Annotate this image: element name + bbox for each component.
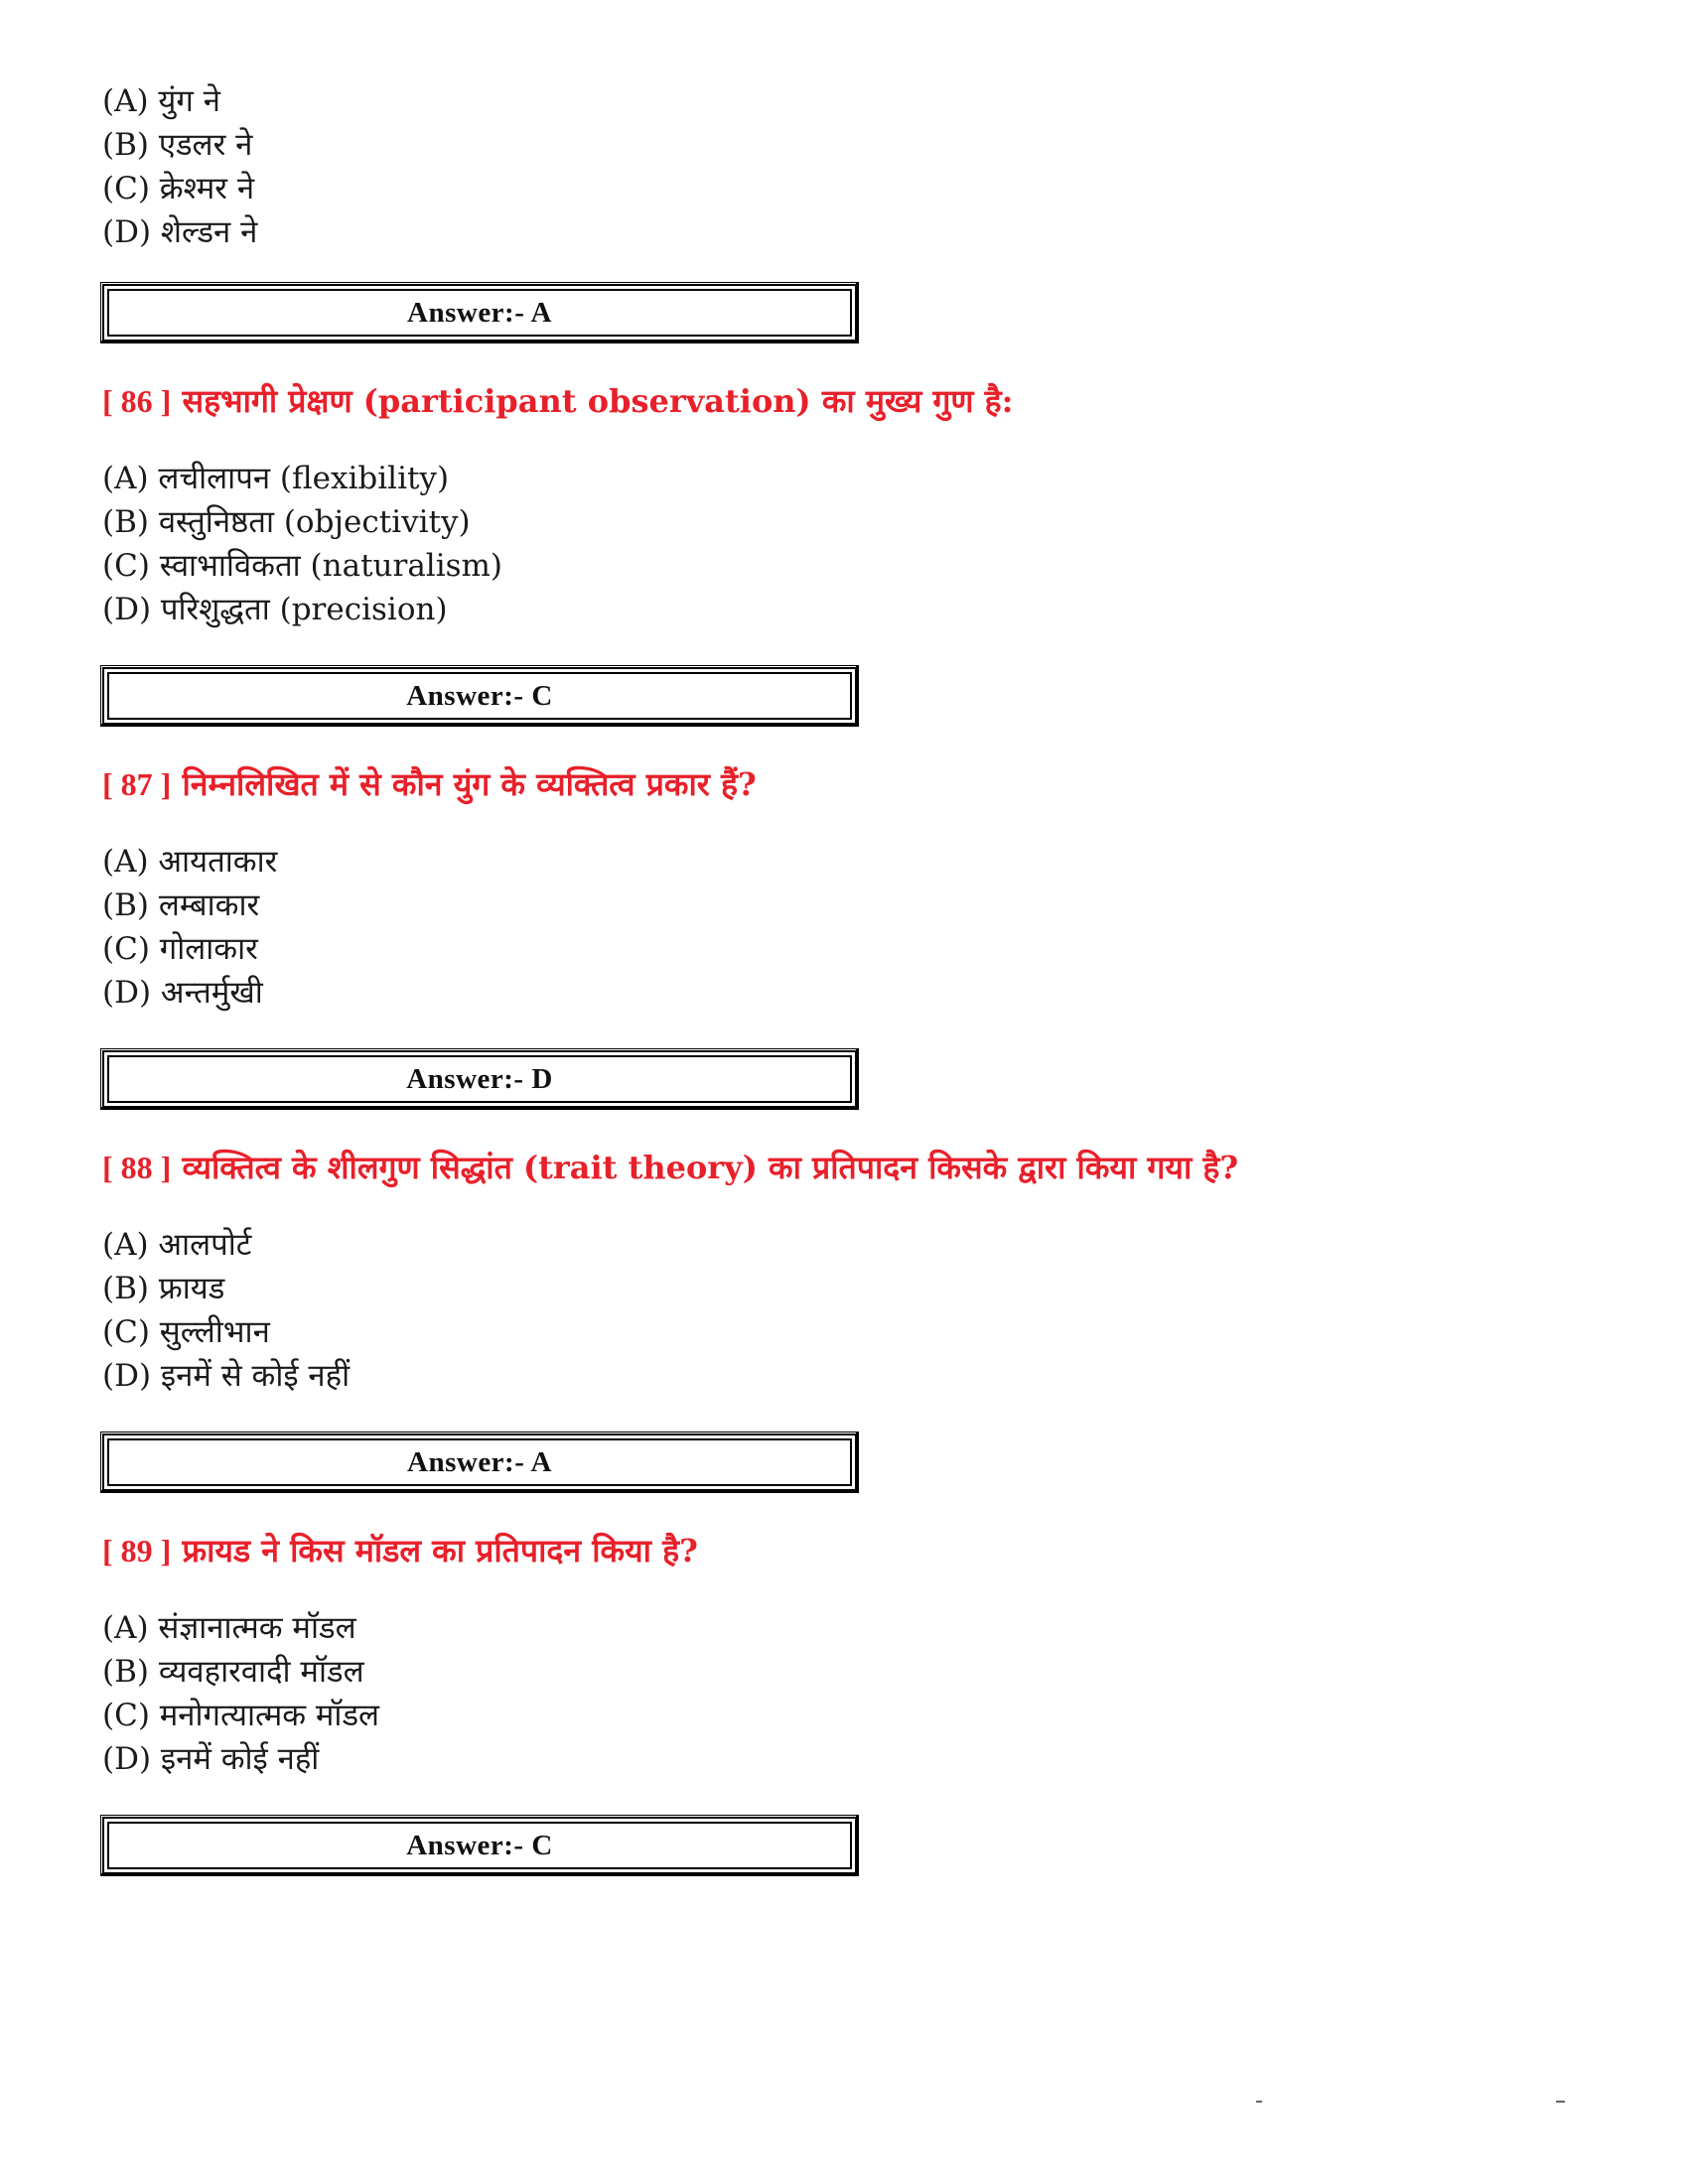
- option-d: (D) अन्तर्मुखी: [102, 975, 263, 1011]
- answer-box: [102, 667, 857, 725]
- answer-label: Answer:- A: [407, 296, 552, 329]
- answer-label: Answer:- C: [406, 1829, 553, 1861]
- quiz-page: [102, 79, 1592, 1874]
- question-heading: [102, 1529, 1592, 1572]
- question-heading: [102, 379, 1592, 423]
- option-a: (A) आलपोर्ट: [102, 1227, 252, 1263]
- option-list: [102, 1223, 1592, 1398]
- option-b: (B) एडलर ने: [102, 127, 253, 163]
- option-b: (B) वस्तुनिष्ठता (objectivity): [102, 504, 471, 540]
- question-text: निम्नलिखित में से कौन युंग के व्यक्तित्व प्रकार हैं?: [182, 765, 757, 803]
- question-number: [ 88 ]: [102, 1150, 172, 1185]
- option-c: (C) स्वाभाविकता (naturalism): [102, 548, 503, 584]
- question-number: [ 89 ]: [102, 1533, 172, 1569]
- option-a: (A) युंग ने: [102, 83, 220, 119]
- question-text: सहभागी प्रेक्षण (participant observation) का मुख्य गुण है:: [182, 382, 1014, 420]
- option-d: (D) परिशुद्धता (precision): [102, 592, 448, 627]
- option-c: (C) मनोगत्यात्मक मॉडल: [102, 1698, 380, 1733]
- option-c: (C) क्रेश्मर ने: [102, 171, 255, 206]
- option-d: (D) शेल्डन ने: [102, 214, 258, 250]
- option-a: (A) आयताकार: [102, 844, 278, 880]
- option-b: (B) व्यवहारवादी मॉडल: [102, 1654, 364, 1690]
- option-b: (B) लम्बाकार: [102, 887, 260, 923]
- option-c: (C) सुल्लीभान: [102, 1314, 270, 1350]
- answer-label: Answer:- A: [407, 1445, 552, 1478]
- option-a: (A) संज्ञानात्मक मॉडल: [102, 1610, 356, 1646]
- footer-mark: [1256, 2101, 1262, 2103]
- footer-mark: [1556, 2101, 1565, 2103]
- option-d: (D) इनमें कोई नहीं: [102, 1741, 320, 1777]
- option-list: [102, 79, 1592, 254]
- option-list: [102, 1606, 1592, 1781]
- answer-box: [102, 1050, 857, 1108]
- option-d: (D) इनमें से कोई नहीं: [102, 1358, 351, 1394]
- answer-box: [102, 1433, 857, 1491]
- answer-label: Answer:- C: [406, 679, 553, 712]
- option-b: (B) फ्रायड: [102, 1271, 225, 1306]
- option-list: [102, 840, 1592, 1015]
- question-text: व्यक्तित्व के शीलगुण सिद्धांत (trait theory) का प्रतिपादन किसके द्वारा किया गया है?: [182, 1149, 1239, 1186]
- question-number: [ 86 ]: [102, 383, 172, 419]
- question-number: [ 87 ]: [102, 766, 172, 802]
- question-heading: [102, 1146, 1592, 1189]
- option-c: (C) गोलाकार: [102, 931, 258, 967]
- option-list: [102, 457, 1592, 631]
- answer-box: [102, 284, 857, 341]
- answer-box: [102, 1817, 857, 1874]
- question-text: फ्रायड ने किस मॉडल का प्रतिपादन किया है?: [182, 1532, 698, 1570]
- answer-label: Answer:- D: [406, 1062, 553, 1095]
- option-a: (A) लचीलापन (flexibility): [102, 461, 450, 496]
- question-heading: [102, 762, 1592, 806]
